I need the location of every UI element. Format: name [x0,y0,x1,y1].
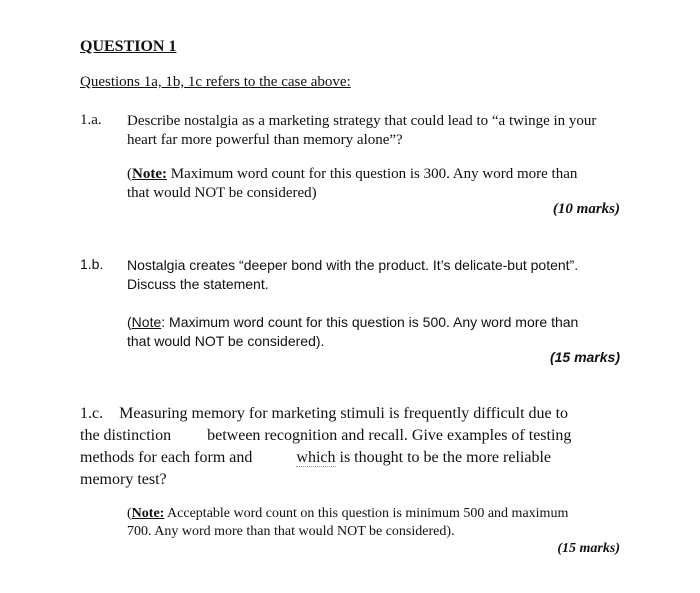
question-title: QUESTION 1 [80,38,177,55]
q1c-note-text: Acceptable word count on this question is minimum 500 and maximum [164,506,569,521]
q1c-which-word: which [296,449,336,466]
q1b-number: 1.b. [80,256,104,272]
q1a-note-text: Maximum word count for this question is 300. Any word more than [166,166,578,182]
q1b-note-line-1 [127,313,578,332]
q1a-line-2: heart far more powerful than memory alone”? [127,132,403,148]
q1a-note-line-2: that would NOT be considered) [127,185,317,201]
q1c-line-2 [80,427,571,445]
questions-intro: Questions 1a, 1b, 1c refers to the case above: [80,74,351,90]
q1c-line-1-text: Measuring memory for marketing stimuli is frequently difficult due to [119,405,569,422]
q1c-marks: (15 marks) [557,541,620,556]
q1b-note-line-2: that would NOT be considered). [127,333,325,349]
q1a-note [127,165,577,203]
q1a-note-open: ( [127,166,132,182]
q1c-line-2-b: between recognition and recall. Give examples of testing [207,427,572,444]
q1c-note [127,505,568,541]
q1c-line-1 [80,405,568,423]
q1c-number: 1.c. [80,405,104,422]
q1b-marks: (15 marks) [549,349,620,365]
q1c-line-2-a: the distinction [80,427,172,444]
q1a-marks: (10 marks) [552,201,620,217]
q1a-note-line-1 [127,165,577,184]
q1c-note-line-1 [127,505,568,523]
q1a-question-text [127,112,596,150]
q1c-line-3-c: is thought to be the more reliable [335,449,551,466]
q1a-line-1: Describe nostalgia as a marketing strategy that could lead to “a twinge in your [127,113,597,129]
q1c-note-label: Note: [131,506,165,521]
q1b-question-text [127,256,578,294]
q1b-line-1: Nostalgia creates “deeper bond with the product. It’s delicate-but potent”. [127,257,579,273]
q1c-line-4: memory test? [80,471,167,488]
q1b-line-2: Discuss the statement. [127,276,269,292]
q1b-note-label: Note [131,314,162,330]
q1a-note-label: Note: [132,166,167,182]
q1b-note-open: ( [127,314,132,330]
q1c-note-open: ( [127,506,132,521]
q1b-note [127,313,578,351]
q1b-note-text: : Maximum word count for this question is 500. Any word more than [161,314,579,330]
q1a-number: 1.a. [80,112,102,128]
q1c-line-3-a: methods for each form and [80,449,253,466]
q1c-line-3 [80,449,551,467]
q1c-note-line-2: 700. Any word more than that would NOT be considered). [127,524,455,539]
